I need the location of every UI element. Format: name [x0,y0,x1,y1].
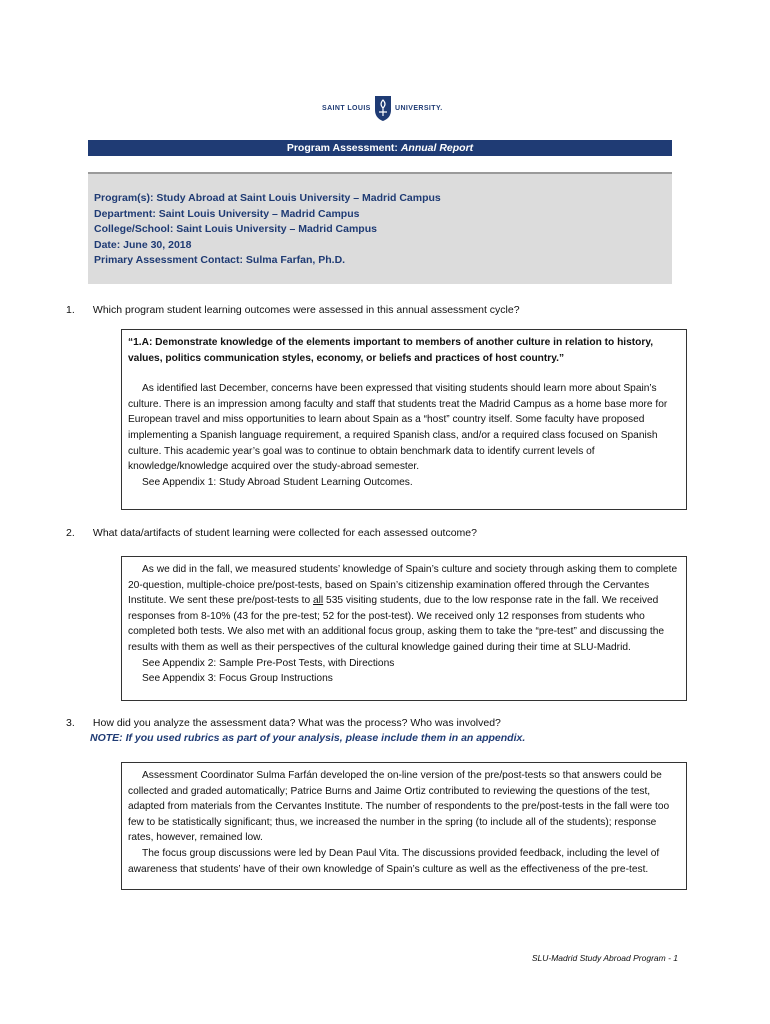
rubric-note: NOTE: If you used rubrics as part of your analysis, please include them in an appendix. [90,732,526,744]
info-college: College/School: Saint Louis University – Madrid Campus [94,223,377,236]
appendix-1-ref: See Appendix 1: Study Abroad Student Learning Outcomes. [142,476,413,488]
appendix-3-ref: See Appendix 3: Focus Group Instructions [142,673,333,685]
logo-left-word: SAINT LOUIS [322,105,371,112]
question-1 [66,303,520,318]
page-footer: SLU-Madrid Study Abroad Program - 1 [531,953,678,963]
answer-3-paragraph-2: The focus group discussions were led by Dean Paul Vita. The discussions provided feedback, including the level of awareness that students’ have of their own knowledge of Spain’s culture as well as the effectiveness of the pre-test. [128,847,660,875]
title-prefix: Program Assessment: [286,142,398,154]
answer-box-1 [121,329,687,510]
learning-outcome: “1.A: Demonstrate knowledge of the elements important to members of another culture in relation to history, values, politics communication styles, economy, or beliefs and practices of host country.” [128,337,654,364]
question-number: 2. [66,527,75,539]
info-department: Department: Saint Louis University – Madrid Campus [94,207,360,220]
question-text: How did you analyze the assessment data? What was the process? Who was involved? [92,717,501,729]
question-3 [66,716,501,731]
underlined-word: all [313,595,324,607]
logo-right-word: UNIVERSITY. [395,105,443,112]
answer-3-paragraph-1: Assessment Coordinator Sulma Farfán developed the on-line version of the pre/post-tests so that answers could be collected and graded automatically; Patrice Burns and Jaime Ortiz contributed to reviewing the questions of the test, adapted from materials from the Cervantes Institute. The number of respondents to the pre/post-tests in the fall were too few to be statistically significant; thus, we increased the number in the spring (to include all of the students); response rates, however, remained low. [128,770,670,844]
university-logo [322,92,446,126]
info-program: Program(s): Study Abroad at Saint Louis University – Madrid Campus [94,192,441,204]
answer-2-paragraph: As we did in the fall, we measured students’ knowledge of Spain’s culture and society through asking them to complete 20-question, multiple-choice pre/post-tests, based on Spain’s citizenship examination offered through the Cervantes Institute. We sent these pre/post-tests to all 535 visiting students, due to the low response rate in the fall. We received responses from 8-10% (43 for the pre-test; 52 for the post-test). We received only 12 responses from students who completed both tests. We also met with an additional focus group, asking them to take the “pre-test” and discussing the results with them as well as their perspectives of the cultural knowledge gained during their time at SLU-Madrid. [128,564,678,653]
title-emphasis: Annual Report [400,142,474,154]
appendix-2-ref: See Appendix 2: Sample Pre-Post Tests, with Directions [142,657,395,669]
question-text: What data/artifacts of student learning were collected for each assessed outcome? [92,527,477,539]
question-number: 3. [66,717,75,729]
question-2 [66,526,477,541]
question-text: Which program student learning outcomes were assessed in this annual assessment cycle? [92,304,520,316]
program-info-box [88,172,672,284]
info-contact: Primary Assessment Contact: Sulma Farfan, Ph.D. [94,254,346,267]
info-date: Date: June 30, 2018 [94,238,192,251]
answer-box-3 [121,762,687,890]
crest-icon [374,94,392,122]
question-number: 1. [66,304,75,316]
title-bar [88,140,672,156]
answer-1-paragraph: As identified last December, concerns have been expressed that visiting students should learn more about Spain’s culture. There is an impression among faculty and staff that students treat the Madrid Campus as a home base more for European travel and miss opportunities to learn about Spain as a “host” country itself. Some faculty have proposed implementing a Spanish language requirement, a required Spanish class, and/or a required class focused on Spanish culture. This academic year’s goal was to continue to obtain benchmark data to identify current levels of knowledge/knowledge acquired over the study-abroad semester. [128,383,668,473]
answer-box-2 [121,556,687,701]
